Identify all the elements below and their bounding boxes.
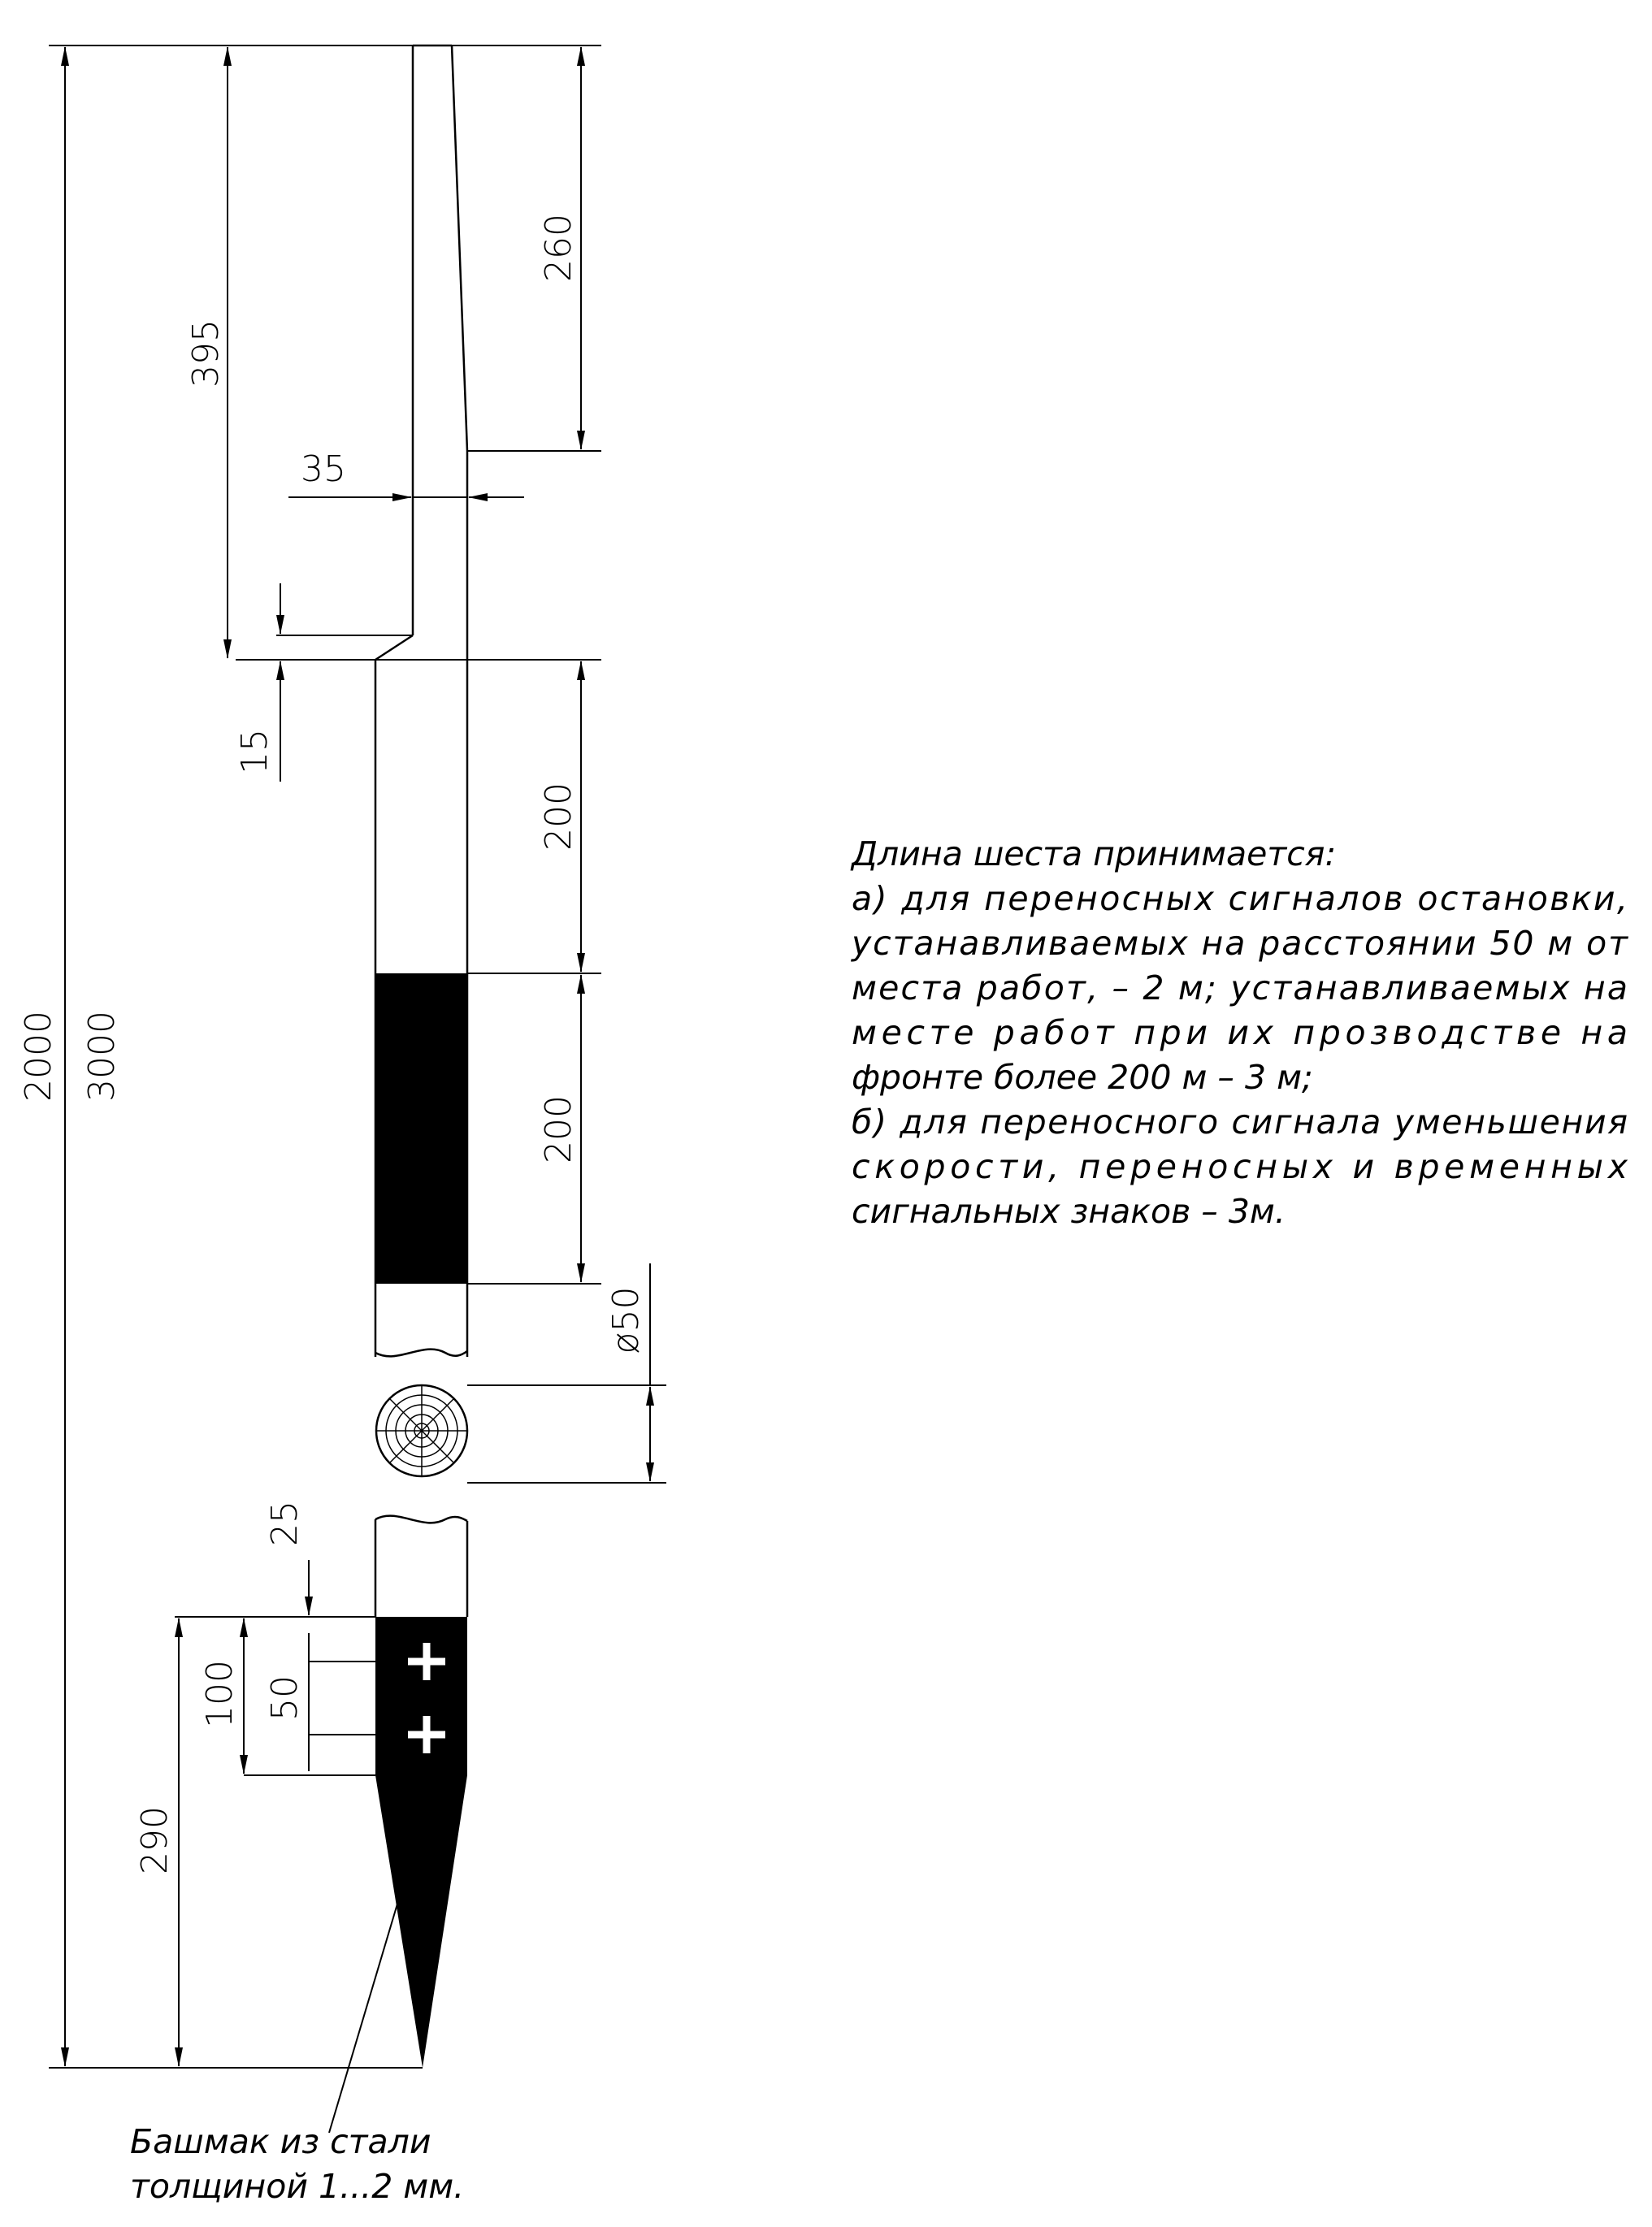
shoe-leader-line xyxy=(329,1901,398,2133)
note-line-3: устанавливаемых на расстоянии 50 м от xyxy=(852,924,1628,963)
dim-290-label: 290 xyxy=(134,1806,176,1874)
note-line-6: фронте более 200 м – 3 м; xyxy=(852,1058,1313,1097)
note-line-1: Длина шеста принимается: xyxy=(852,834,1337,873)
note-line-4: места работ, – 2 м; устанавливаемых на xyxy=(852,968,1628,1007)
dim-2000-label: 2000 xyxy=(18,1011,59,1102)
note-line-7: б) для переносного сигнала уменьшения xyxy=(852,1103,1628,1142)
pole-black-band xyxy=(375,973,467,1284)
dimension-lines xyxy=(65,47,650,2066)
dim-100-label: 100 xyxy=(199,1660,241,1728)
dim-35-label: 35 xyxy=(301,448,346,490)
pole-break-line-lower xyxy=(375,1516,467,1523)
note-line-5: месте работ при их прозводстве на xyxy=(852,1013,1628,1052)
dim-200-lower-label: 200 xyxy=(538,1095,579,1163)
dim-395-label: 395 xyxy=(185,319,227,388)
steel-shoe-tip xyxy=(375,1775,467,2068)
note-line-2: а) для переносных сигналов остановки, xyxy=(852,879,1628,918)
pole-break-line-upper xyxy=(375,1350,467,1357)
dimension-labels xyxy=(18,214,647,1874)
note-line-8: скорости, переносных и временных xyxy=(852,1147,1628,1186)
pole-bottom-section xyxy=(375,1516,467,1617)
shoe-callout-line-1: Башмак из стали xyxy=(130,2122,431,2161)
note-line-9: сигнальных знаков – 3м. xyxy=(852,1192,1286,1231)
shoe-callout-line-2: толщиной 1...2 мм. xyxy=(130,2167,465,2206)
dim-50-label: 50 xyxy=(264,1675,306,1721)
pole-length-note xyxy=(850,834,1628,1231)
dim-15-label: 15 xyxy=(234,729,275,774)
dim-3000-label: 3000 xyxy=(81,1011,123,1102)
dim-200-upper-label: 200 xyxy=(538,782,579,851)
dim-260-label: 260 xyxy=(538,214,579,282)
steel-shoe-band xyxy=(375,1617,467,1775)
shoe-callout xyxy=(130,2122,464,2206)
pole-cross-section xyxy=(376,1385,467,1476)
dim-25-label: 25 xyxy=(264,1501,306,1546)
extension-lines xyxy=(49,45,666,2068)
dim-50-diameter-label: ø50 xyxy=(605,1286,647,1354)
